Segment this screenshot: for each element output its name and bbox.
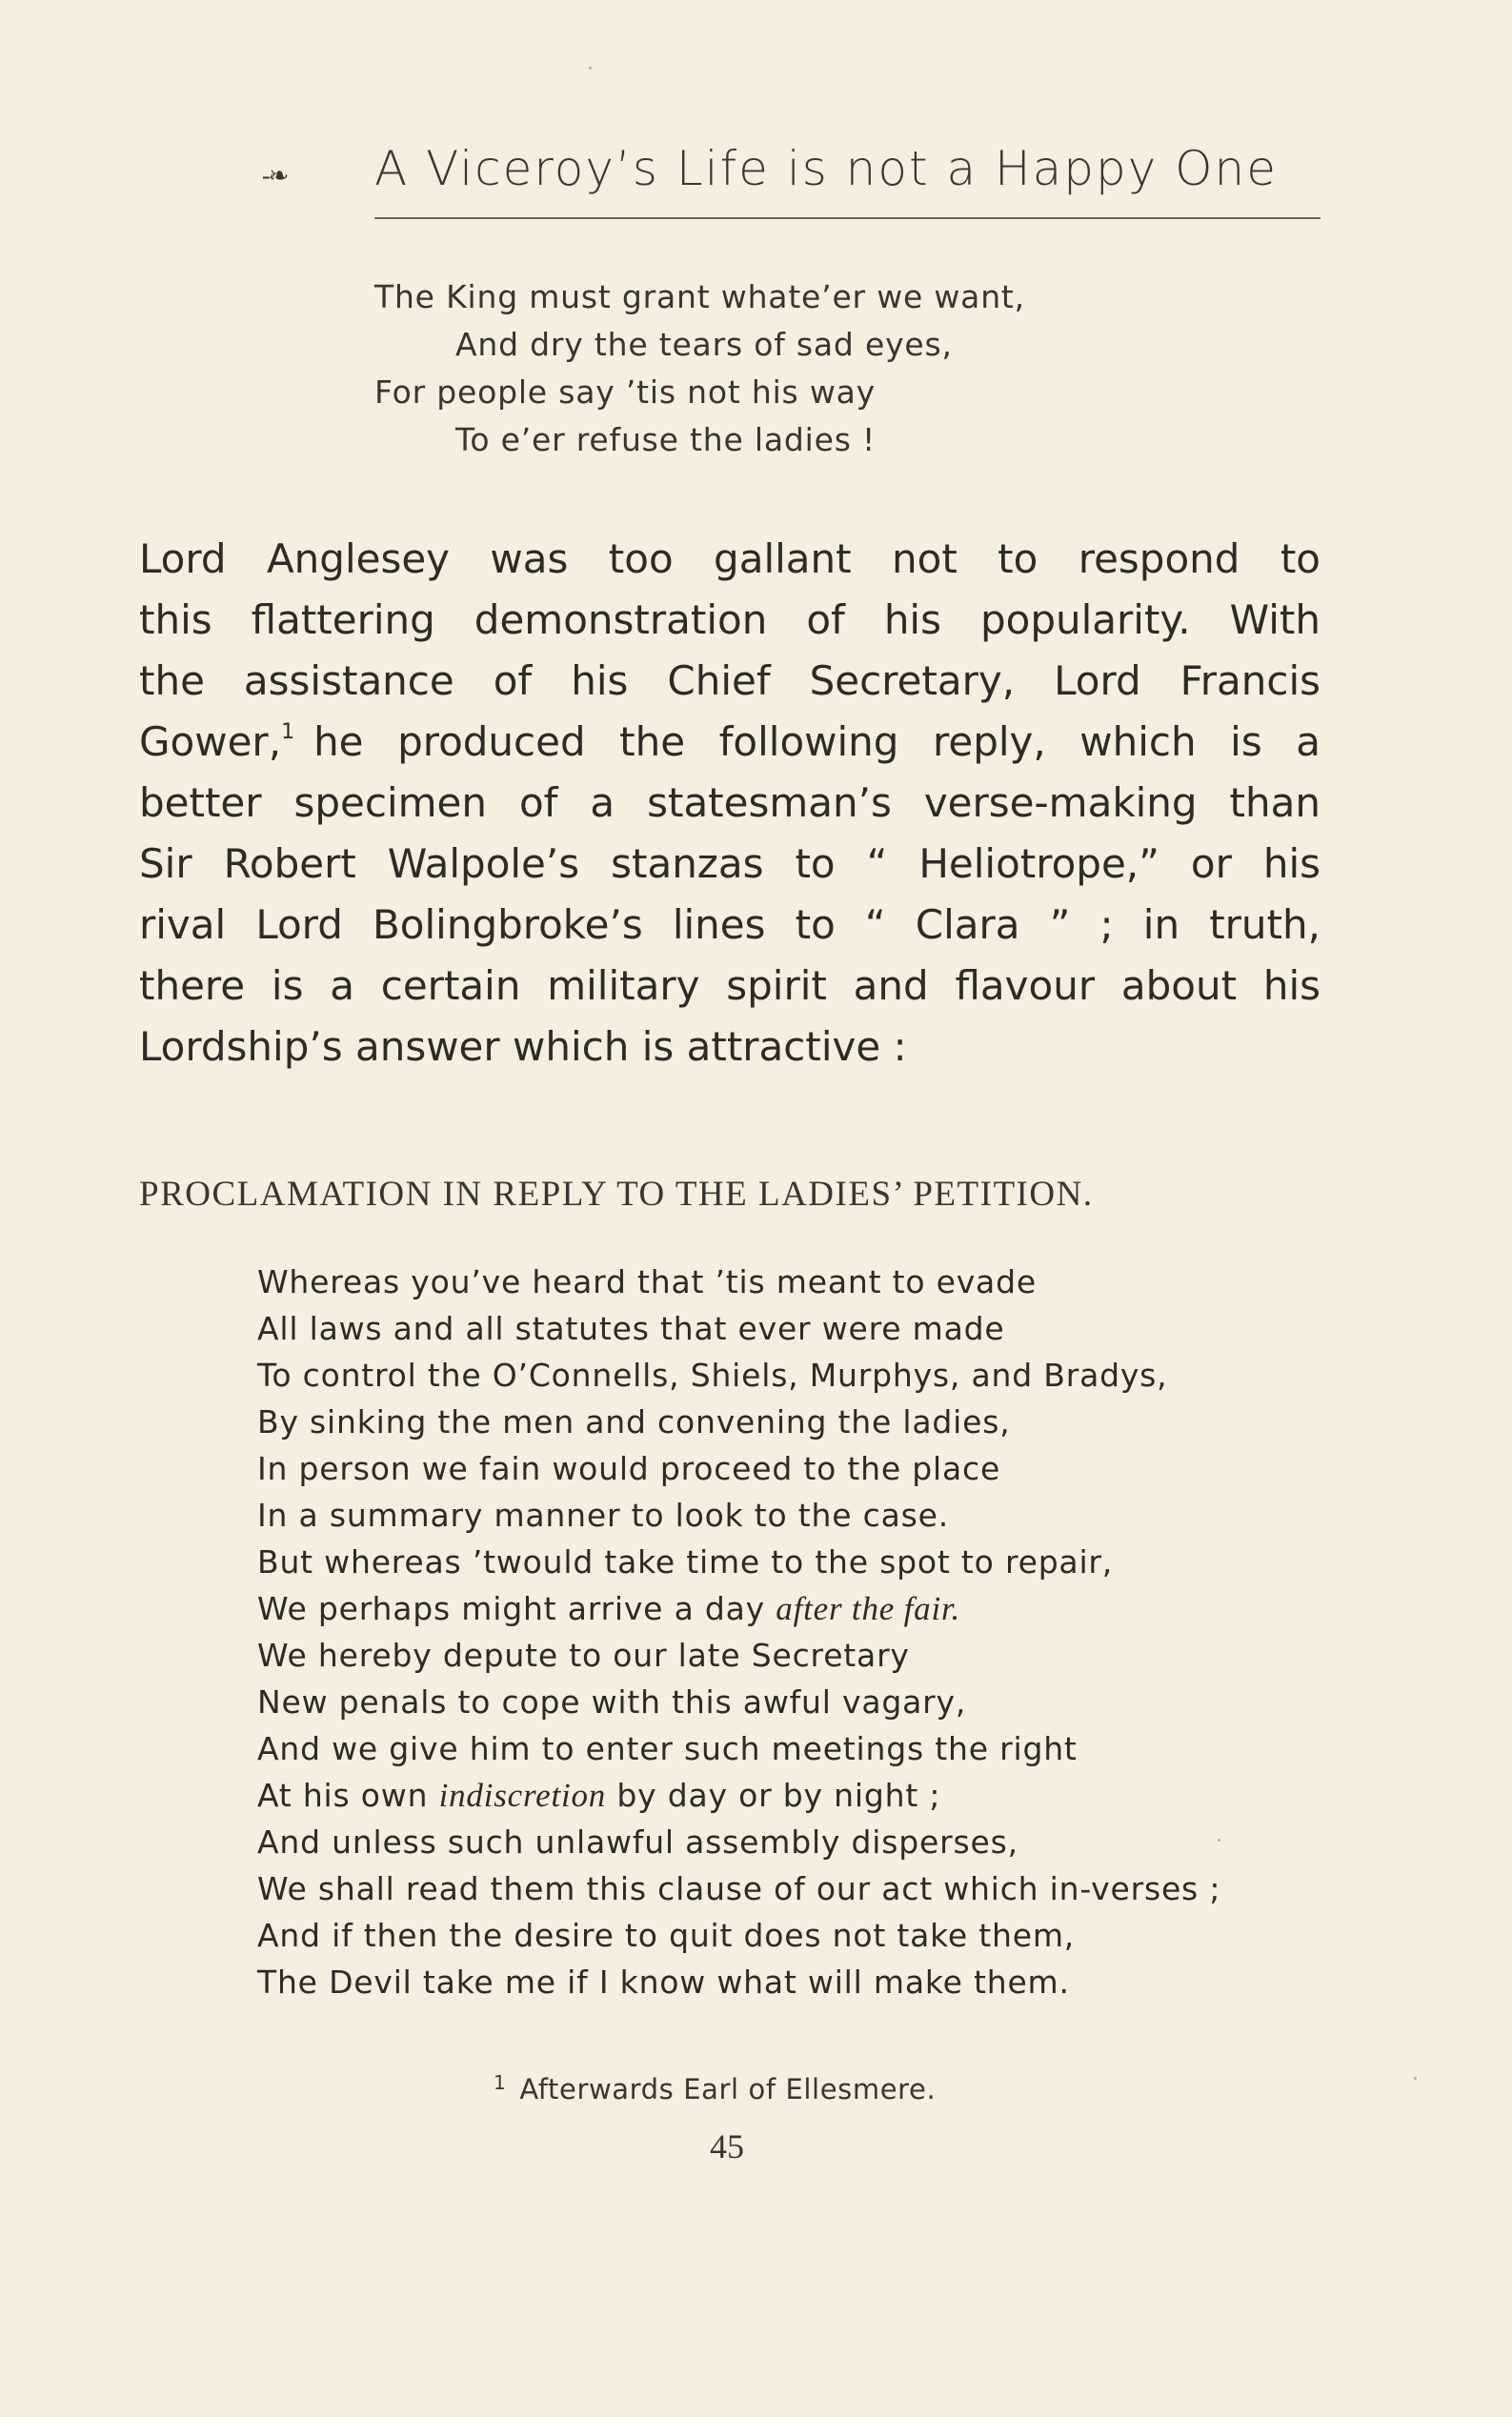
running-header xyxy=(262,141,1320,217)
poem-line: The Devil take me if I know what will make them. xyxy=(257,1964,1070,2001)
poem-line: In a summary manner to look to the case. xyxy=(257,1497,949,1534)
fleuron-icon: -❧ xyxy=(262,162,288,190)
verse-line: To e’er refuse the ladies ! xyxy=(455,421,877,458)
prose-line: rival Lord Bolingbroke’s lines to “ Clara ” ; in truth, xyxy=(139,901,1320,948)
poem-line: New penals to cope with this awful vagary, xyxy=(257,1683,967,1721)
verse-line: For people say ’tis not his way xyxy=(374,373,876,411)
poem-line: In person we fain would proceed to the place xyxy=(257,1450,1001,1487)
poem-line: We hereby depute to our late Secretary xyxy=(257,1637,910,1674)
italic-phrase: indiscretion xyxy=(438,1777,607,1814)
footnote-mark: 1 xyxy=(494,2071,507,2094)
prose-line-rest: he produced the following reply, which is a xyxy=(313,718,1320,765)
gower-word: Gower,$^1$ xyxy=(139,718,295,765)
poem-line-fair: We perhaps might arrive a day after the fair. xyxy=(257,1590,961,1627)
footnote xyxy=(494,2071,936,2105)
italic-phrase: after the fair. xyxy=(776,1590,961,1627)
poem-line: To control the O’Connells, Shiels, Murphys, and Bradys, xyxy=(257,1357,1168,1394)
section-heading: PROCLAMATION IN REPLY TO THE LADIES’ PETITION. xyxy=(139,1175,1094,1214)
footnote-reference: 1 xyxy=(281,720,295,744)
footnote-text: Afterwards Earl of Ellesmere. xyxy=(519,2073,937,2105)
poem-line: And if then the desire to quit does not take them, xyxy=(257,1917,1076,1954)
prose-line: the assistance of his Chief Secretary, Lord Francis xyxy=(139,657,1320,704)
prose-line: Sir Robert Walpole’s stanzas to “ Heliotrope,” or his xyxy=(139,840,1320,887)
prose-line: better specimen of a statesman’s verse-making than xyxy=(139,779,1320,826)
header-rule xyxy=(374,217,1320,219)
poem-line: We shall read them this clause of our act which in-verses ; xyxy=(257,1870,1221,1907)
prose-line-gower xyxy=(139,718,1320,765)
paper-speck xyxy=(1414,2077,1417,2080)
prose-line: Lord Anglesey was too gallant not to respond to xyxy=(139,535,1320,582)
paper-speck xyxy=(589,67,592,70)
poem-line: And we give him to enter such meetings the right xyxy=(257,1730,1078,1767)
poem-line: Whereas you’ve heard that ’tis meant to evade xyxy=(257,1263,1037,1300)
paper-speck xyxy=(1218,1839,1220,1842)
poem-line: All laws and all statutes that ever were made xyxy=(257,1310,1005,1347)
verse-line: The King must grant whate’er we want, xyxy=(374,278,1025,315)
verse-line: And dry the tears of sad eyes, xyxy=(455,326,953,363)
poem-line: By sinking the men and convening the ladies, xyxy=(257,1403,1011,1440)
prose-line: Lordship’s answer which is attractive : xyxy=(139,1023,907,1070)
prose-line: this flattering demonstration of his popularity. With xyxy=(139,596,1320,643)
poem-line: And unless such unlawful assembly disperses, xyxy=(257,1823,1018,1861)
poem-line-indiscretion: At his own indiscretion by day or by night ; xyxy=(257,1777,941,1814)
page-number: 45 xyxy=(710,2127,744,2165)
prose-line: there is a certain military spirit and flavour about his xyxy=(139,962,1320,1009)
page-title: A Viceroy’s Life is not a Happy One xyxy=(374,141,1278,196)
poem-line: But whereas ’twould take time to the spot to repair, xyxy=(257,1543,1114,1581)
